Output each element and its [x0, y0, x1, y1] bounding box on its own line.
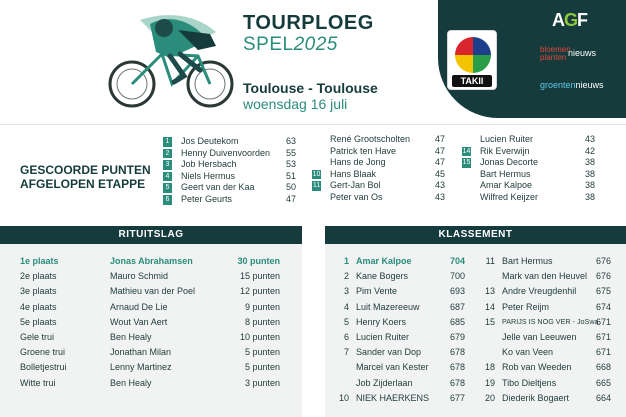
stage-points-row: [312, 146, 445, 158]
participant-name: Wilfred Keijzer: [480, 191, 539, 202]
logo-agf: [552, 10, 587, 31]
ritu-points: 30 punten: [237, 256, 280, 266]
logo-agf-g: G: [564, 10, 578, 30]
ritu-rider: Mathieu van der Poel: [110, 286, 196, 297]
participant-points: 47: [434, 145, 445, 156]
klassement-points: 677: [449, 392, 465, 403]
participant-points: 38: [584, 180, 595, 191]
cyclist-illustration: [100, 6, 240, 114]
stage-points-row: [163, 182, 296, 194]
rank-badge: 2: [163, 149, 172, 159]
klassement-name: Amar Kalpoe: [356, 256, 412, 266]
stage-points-column-1: [163, 136, 296, 206]
participant-points: 43: [584, 134, 595, 144]
participant-points: 50: [285, 182, 296, 193]
klassement-name: Bart Hermus: [502, 256, 553, 266]
participant-name: Henny Duivenvoorden: [181, 147, 271, 158]
klassement-points: 687: [449, 301, 465, 312]
participant-name: Peter van Os: [330, 191, 383, 202]
header-divider: [0, 124, 626, 125]
participant-points: 51: [285, 170, 296, 181]
participant-name: Gert-Jan Bol: [330, 180, 381, 191]
participant-name: Jos Deutekom: [181, 136, 239, 146]
stage-points-row: [462, 146, 595, 158]
participant-points: 43: [434, 191, 445, 202]
rank-badge: 10: [312, 170, 321, 178]
klassement-points: 685: [449, 316, 465, 327]
klassement-points: 676: [595, 271, 611, 282]
klassement-points: 668: [595, 362, 611, 373]
rituitslag-heading: RITUITSLAG: [0, 226, 302, 244]
ritu-rider: Jonathan Milan: [110, 347, 172, 358]
klassement-rank: 1: [343, 256, 349, 266]
klassement-name: Ko van Veen: [502, 347, 554, 358]
participant-name: Jonas Decorte: [480, 157, 539, 168]
stage-points-row: [163, 171, 296, 183]
stage-info: [243, 80, 378, 113]
logo-agf-f: F: [577, 10, 588, 30]
klassement-name: Andre Vreugdenhil: [502, 286, 577, 297]
rank-badge: 5: [163, 183, 172, 193]
participant-name: Peter Geurts: [181, 193, 233, 204]
participant-points: 53: [285, 159, 296, 170]
participant-name: Niels Hermus: [181, 170, 236, 181]
klassement-rank: 15: [484, 316, 495, 327]
klassement-rank: 6: [343, 332, 349, 342]
klassement-name: Mark van den Heuvel: [502, 271, 588, 282]
participant-name: Patrick ten Have: [330, 145, 397, 156]
ritu-rider: Jonas Abrahamsen: [110, 256, 193, 266]
klassement-rank: 5: [343, 316, 349, 327]
stage-points-row: [462, 157, 595, 169]
participant-name: Bart Hermus: [480, 168, 531, 179]
ritu-rider: Ben Healy: [110, 377, 152, 388]
klassement-points: 675: [595, 286, 611, 297]
klassement-points: 679: [449, 332, 465, 342]
logo-bloemen-planten-nieuws: [540, 45, 597, 62]
klassement-name: Marcel van Kester: [356, 362, 429, 373]
klassement-points: 678: [449, 362, 465, 373]
klassement-points: 693: [449, 286, 465, 297]
stage-points-title-line-2: AFGELOPEN ETAPPE: [20, 177, 146, 191]
klassement-name: PARIJS IS NOG VER - JoSwa: [502, 316, 599, 326]
logo-bn-word-1: bloemen: [540, 45, 571, 54]
rank-badge: 14: [462, 147, 471, 155]
klassement-name: Henry Koers: [356, 316, 407, 327]
participant-points: 38: [584, 191, 595, 202]
klassement-points: 700: [449, 271, 465, 282]
klassement-name: NIEK HAERKENS: [356, 392, 430, 403]
title-line-1: TOURPLOEG: [243, 12, 374, 34]
ritu-points: 5 punten: [244, 362, 280, 373]
participant-points: 55: [285, 147, 296, 158]
ritu-points: 9 punten: [244, 301, 280, 312]
ritu-place: 1e plaats: [20, 256, 59, 266]
rank-badge: 3: [163, 160, 172, 170]
participant-name: Hans de Jong: [330, 157, 386, 168]
klassement-rank: 20: [484, 392, 495, 403]
logo-agf-a: A: [552, 10, 564, 30]
sponsor-logo-taki: [447, 30, 497, 90]
stage-points-row: [163, 194, 296, 206]
klassement-rank: 2: [343, 271, 349, 282]
participant-points: 47: [434, 134, 445, 144]
stage-points-column-2: [312, 134, 445, 204]
ritu-points: 10 punten: [239, 332, 280, 342]
taki-emblem-icon: [448, 31, 498, 77]
rank-badge: 11: [312, 182, 321, 190]
ritu-points: 5 punten: [244, 347, 280, 358]
klassement-rank: 11: [485, 256, 495, 266]
title-line-2: [243, 34, 374, 55]
klassement-name: Rob van Weeden: [502, 362, 572, 373]
participant-points: 47: [285, 193, 296, 204]
ritu-rider: Lenny Martinez: [110, 362, 172, 373]
ritu-points: 12 punten: [239, 286, 280, 297]
klassement-points: 704: [449, 256, 465, 266]
ritu-place: Witte trui: [20, 377, 56, 388]
klassement-points: 671: [595, 316, 611, 327]
rank-badge: 6: [163, 195, 172, 205]
klassement-rank: 18: [484, 362, 495, 373]
ritu-rider: Mauro Schmid: [110, 271, 169, 282]
klassement-name: Job Zijderlaan: [356, 377, 413, 388]
taki-label: TAKII: [460, 76, 484, 86]
rank-badge: 15: [462, 159, 471, 167]
klassement-name: Kane Bogers: [356, 271, 409, 282]
klassement-name: Jelle van Leeuwen: [502, 332, 577, 342]
participant-name: René Grootscholten: [330, 134, 411, 144]
logo-bn-word-3: nieuws: [568, 48, 597, 58]
stage-points-row: [312, 180, 445, 192]
page-title: [243, 12, 374, 55]
klassement-name: Diederik Bogaert: [502, 392, 570, 403]
ritu-rider: Ben Healy: [110, 332, 152, 342]
stage-points-row: [462, 180, 595, 192]
participant-name: Amar Kalpoe: [480, 180, 533, 191]
participant-points: 45: [434, 168, 445, 179]
header: [0, 0, 626, 118]
klassement-rank: 10: [338, 392, 349, 403]
participant-name: Hans Blaak: [330, 168, 377, 179]
ritu-place: Bolletjestrui: [20, 362, 67, 373]
klassement-name: Luit Mazereeuw: [356, 301, 420, 312]
klassement-name: Peter Reijm: [502, 301, 550, 312]
ritu-place: 5e plaats: [20, 316, 57, 327]
klassement-name: Sander van Dop: [356, 347, 422, 358]
stage-points-row: [462, 134, 595, 146]
klassement-name: Lucien Ruiter: [356, 332, 410, 342]
stage-date: woensdag 16 juli: [243, 96, 348, 112]
participant-points: 43: [434, 180, 445, 191]
logo-bn-word-2: planten: [540, 53, 567, 62]
ritu-place: 2e plaats: [20, 271, 57, 282]
rank-badge: 4: [163, 172, 172, 182]
stage-points-row: [163, 148, 296, 160]
logo-groenten-nieuws: [540, 80, 604, 90]
klassement-rank: 13: [484, 286, 495, 297]
klassement-points: 674: [595, 301, 611, 312]
stage-points-title: [20, 163, 151, 191]
title-word: SPEL: [243, 34, 294, 55]
title-year: 2025: [293, 34, 338, 55]
klassement-points: 664: [595, 392, 611, 403]
klassement-points: 678: [449, 347, 465, 358]
participant-points: 63: [285, 136, 296, 146]
participant-name: Job Hersbach: [181, 159, 237, 170]
participant-name: Lucien Ruiter: [480, 134, 534, 144]
logo-gn-word-1: groenten: [540, 80, 576, 90]
participant-name: Rik Everwijn: [480, 145, 530, 156]
stage-points-row: [163, 136, 296, 148]
ritu-place: 3e plaats: [20, 286, 57, 297]
stage-points-row: [312, 192, 445, 204]
participant-points: 38: [584, 168, 595, 179]
klassement-heading: KLASSEMENT: [325, 226, 626, 244]
ritu-rider: Arnaud De Lie: [110, 301, 168, 312]
rituitslag-panel: [0, 226, 302, 417]
ritu-place: Groene trui: [20, 347, 66, 358]
klassement-name: Tibo Dieltjens: [502, 377, 557, 388]
klassement-name: Pim Vente: [356, 286, 398, 297]
ritu-points: 15 punten: [239, 271, 280, 282]
participant-points: 38: [584, 157, 595, 168]
stage-points-row: [462, 169, 595, 181]
stage-points-row: [312, 157, 445, 169]
participant-name: Geert van der Kaa: [181, 182, 255, 193]
ritu-place: Gele trui: [20, 332, 55, 342]
stage-points-row: [312, 134, 445, 146]
stage-points-row: [163, 159, 296, 171]
ritu-rider: Wout Van Aert: [110, 316, 168, 327]
klassement-rank: 14: [484, 301, 495, 312]
participant-points: 47: [434, 157, 445, 168]
stage-points-title-line-1: GESCOORDE PUNTEN: [20, 163, 151, 177]
klassement-panel: [325, 226, 626, 417]
ritu-points: 8 punten: [244, 316, 280, 327]
stage-points-row: [312, 169, 445, 181]
ritu-points: 3 punten: [244, 377, 280, 388]
ritu-place: 4e plaats: [20, 301, 57, 312]
klassement-rank: 3: [343, 286, 349, 297]
klassement-rank: 19: [484, 377, 495, 388]
klassement-points: 671: [595, 347, 611, 358]
klassement-points: 678: [449, 377, 465, 388]
klassement-points: 665: [595, 377, 611, 388]
stage-points-column-3: [462, 134, 595, 204]
participant-points: 42: [584, 145, 595, 156]
stage-route: Toulouse - Toulouse: [243, 80, 378, 96]
klassement-rank: 4: [343, 301, 349, 312]
klassement-rank: 7: [343, 347, 349, 358]
klassement-points: 671: [595, 332, 611, 342]
klassement-points: 676: [595, 256, 611, 266]
logo-gn-word-2: nieuws: [575, 80, 604, 90]
rank-badge: 1: [163, 137, 172, 147]
stage-points-row: [462, 192, 595, 204]
